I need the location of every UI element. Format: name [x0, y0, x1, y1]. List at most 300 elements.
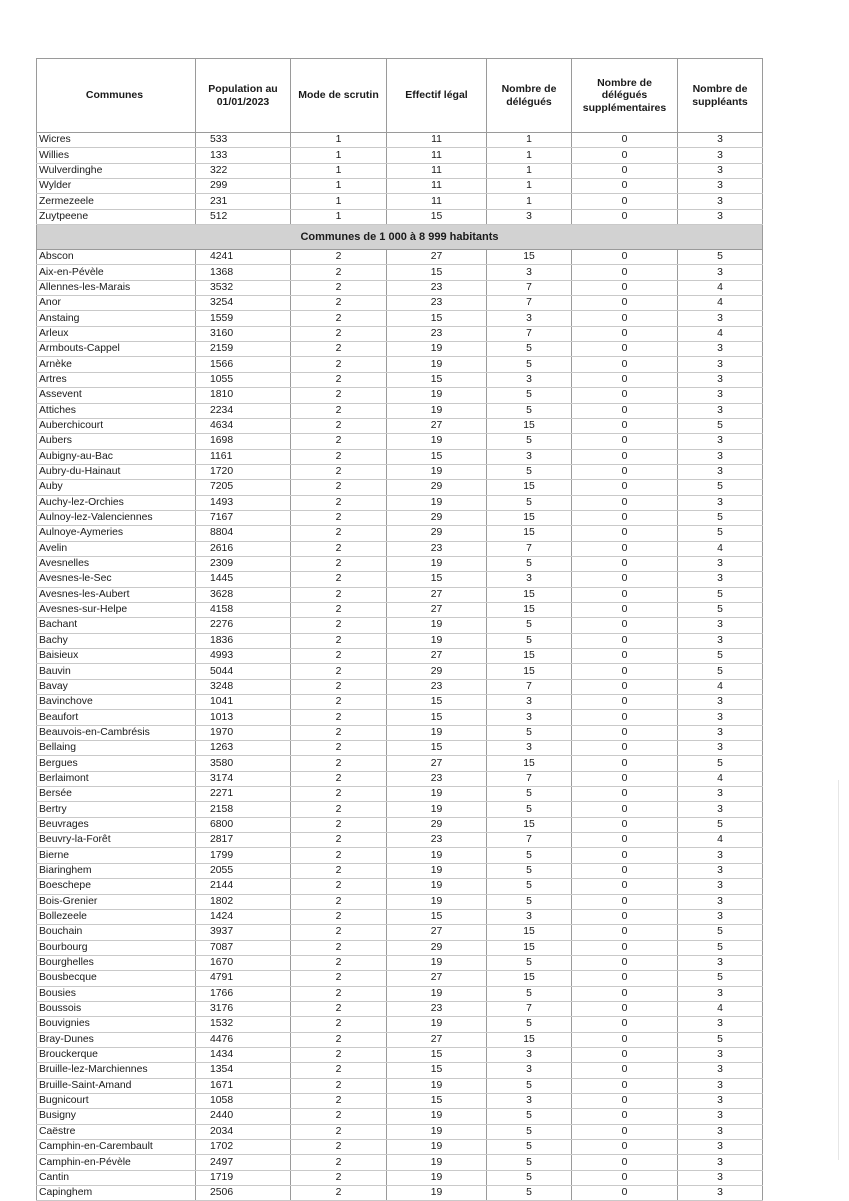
nombre-delegues-cell: 5 [487, 1155, 572, 1170]
commune-name-cell: Arnèke [37, 357, 196, 372]
commune-name-cell: Wylder [37, 179, 196, 194]
population-cell: 2497 [196, 1155, 291, 1170]
delegues-supplementaires-cell: 0 [572, 802, 678, 817]
mode-scrutin-cell: 2 [291, 955, 387, 970]
table-row [37, 280, 763, 295]
table-row [37, 848, 763, 863]
table-row [37, 1017, 763, 1032]
delegues-supplementaires-cell: 0 [572, 541, 678, 556]
commune-name-cell: Beauvois-en-Cambrésis [37, 725, 196, 740]
mode-scrutin-cell: 2 [291, 787, 387, 802]
table-row [37, 986, 763, 1001]
mode-scrutin-cell: 2 [291, 909, 387, 924]
mode-scrutin-cell: 2 [291, 1140, 387, 1155]
table-row [37, 802, 763, 817]
delegues-supplementaires-cell: 0 [572, 649, 678, 664]
nombre-suppleants-cell: 5 [678, 480, 763, 495]
nombre-delegues-cell: 15 [487, 756, 572, 771]
commune-name-cell: Armbouts-Cappel [37, 342, 196, 357]
nombre-suppleants-cell: 4 [678, 541, 763, 556]
commune-name-cell: Bousbecque [37, 971, 196, 986]
effectif-legal-cell: 27 [387, 587, 487, 602]
population-cell: 2055 [196, 863, 291, 878]
mode-scrutin-cell: 2 [291, 418, 387, 433]
delegues-supplementaires-cell: 0 [572, 326, 678, 341]
nombre-delegues-cell: 1 [487, 179, 572, 194]
commune-name-cell: Beaufort [37, 710, 196, 725]
effectif-legal-cell: 15 [387, 710, 487, 725]
table-row [37, 526, 763, 541]
delegues-supplementaires-cell: 0 [572, 695, 678, 710]
nombre-delegues-cell: 5 [487, 1078, 572, 1093]
effectif-legal-cell: 15 [387, 1047, 487, 1062]
population-cell: 1671 [196, 1078, 291, 1093]
effectif-legal-cell: 19 [387, 1140, 487, 1155]
nombre-delegues-cell: 15 [487, 649, 572, 664]
document-page [36, 58, 762, 1201]
nombre-delegues-cell: 1 [487, 133, 572, 148]
delegues-supplementaires-cell: 0 [572, 495, 678, 510]
delegues-supplementaires-cell: 0 [572, 311, 678, 326]
delegues-supplementaires-cell: 0 [572, 388, 678, 403]
nombre-delegues-cell: 3 [487, 372, 572, 387]
table-row [37, 434, 763, 449]
population-cell: 6800 [196, 817, 291, 832]
mode-scrutin-cell: 2 [291, 357, 387, 372]
nombre-suppleants-cell: 3 [678, 1093, 763, 1108]
table-row [37, 1140, 763, 1155]
nombre-delegues-cell: 5 [487, 633, 572, 648]
mode-scrutin-cell: 2 [291, 296, 387, 311]
delegues-supplementaires-cell: 0 [572, 133, 678, 148]
mode-scrutin-cell: 2 [291, 434, 387, 449]
population-cell: 1566 [196, 357, 291, 372]
mode-scrutin-cell: 2 [291, 1001, 387, 1016]
nombre-suppleants-cell: 4 [678, 771, 763, 786]
nombre-delegues-cell: 5 [487, 894, 572, 909]
mode-scrutin-cell: 2 [291, 741, 387, 756]
effectif-legal-cell: 19 [387, 1017, 487, 1032]
nombre-delegues-cell: 7 [487, 679, 572, 694]
nombre-delegues-cell: 7 [487, 541, 572, 556]
table-row [37, 388, 763, 403]
nombre-delegues-cell: 3 [487, 741, 572, 756]
section-title: Communes de 1 000 à 8 999 habitants [37, 225, 763, 250]
nombre-delegues-cell: 3 [487, 449, 572, 464]
table-row [37, 1001, 763, 1016]
delegues-supplementaires-cell: 0 [572, 618, 678, 633]
effectif-legal-cell: 15 [387, 572, 487, 587]
effectif-legal-cell: 19 [387, 879, 487, 894]
nombre-suppleants-cell: 5 [678, 1032, 763, 1047]
nombre-suppleants-cell: 3 [678, 1017, 763, 1032]
nombre-delegues-cell: 3 [487, 572, 572, 587]
header-mode-scrutin: Mode de scrutin [291, 59, 387, 133]
population-cell: 8804 [196, 526, 291, 541]
table-row [37, 1047, 763, 1062]
mode-scrutin-cell: 2 [291, 464, 387, 479]
mode-scrutin-cell: 1 [291, 133, 387, 148]
table-row [37, 1124, 763, 1139]
table-row [37, 541, 763, 556]
nombre-suppleants-cell: 3 [678, 357, 763, 372]
mode-scrutin-cell: 2 [291, 510, 387, 525]
nombre-suppleants-cell: 3 [678, 909, 763, 924]
effectif-legal-cell: 19 [387, 403, 487, 418]
delegues-supplementaires-cell: 0 [572, 756, 678, 771]
population-cell: 4993 [196, 649, 291, 664]
nombre-delegues-cell: 3 [487, 710, 572, 725]
nombre-delegues-cell: 7 [487, 296, 572, 311]
population-cell: 3174 [196, 771, 291, 786]
table-row [37, 572, 763, 587]
commune-name-cell: Aulnoy-lez-Valenciennes [37, 510, 196, 525]
effectif-legal-cell: 27 [387, 925, 487, 940]
commune-name-cell: Bourghelles [37, 955, 196, 970]
commune-name-cell: Zermezeele [37, 194, 196, 209]
commune-name-cell: Boussois [37, 1001, 196, 1016]
population-cell: 2034 [196, 1124, 291, 1139]
nombre-suppleants-cell: 3 [678, 879, 763, 894]
delegues-supplementaires-cell: 0 [572, 510, 678, 525]
table-row [37, 940, 763, 955]
mode-scrutin-cell: 2 [291, 1063, 387, 1078]
effectif-legal-cell: 15 [387, 265, 487, 280]
population-cell: 7167 [196, 510, 291, 525]
table-row [37, 1093, 763, 1108]
nombre-suppleants-cell: 5 [678, 510, 763, 525]
effectif-legal-cell: 23 [387, 833, 487, 848]
population-cell: 1445 [196, 572, 291, 587]
mode-scrutin-cell: 2 [291, 725, 387, 740]
nombre-suppleants-cell: 5 [678, 971, 763, 986]
effectif-legal-cell: 15 [387, 909, 487, 924]
population-cell: 2817 [196, 833, 291, 848]
population-cell: 3532 [196, 280, 291, 295]
table-row [37, 833, 763, 848]
population-cell: 1354 [196, 1063, 291, 1078]
nombre-suppleants-cell: 5 [678, 587, 763, 602]
nombre-delegues-cell: 1 [487, 163, 572, 178]
nombre-suppleants-cell: 3 [678, 179, 763, 194]
mode-scrutin-cell: 2 [291, 572, 387, 587]
population-cell: 1055 [196, 372, 291, 387]
mode-scrutin-cell: 2 [291, 633, 387, 648]
mode-scrutin-cell: 2 [291, 1032, 387, 1047]
nombre-suppleants-cell: 3 [678, 403, 763, 418]
effectif-legal-cell: 19 [387, 787, 487, 802]
nombre-suppleants-cell: 5 [678, 250, 763, 265]
population-cell: 2271 [196, 787, 291, 802]
commune-name-cell: Caëstre [37, 1124, 196, 1139]
nombre-suppleants-cell: 3 [678, 163, 763, 178]
nombre-delegues-cell: 5 [487, 802, 572, 817]
commune-name-cell: Bouvignies [37, 1017, 196, 1032]
nombre-delegues-cell: 5 [487, 495, 572, 510]
nombre-suppleants-cell: 3 [678, 848, 763, 863]
population-cell: 231 [196, 194, 291, 209]
delegues-supplementaires-cell: 0 [572, 833, 678, 848]
commune-name-cell: Anor [37, 296, 196, 311]
commune-name-cell: Bierne [37, 848, 196, 863]
population-cell: 1161 [196, 449, 291, 464]
delegues-supplementaires-cell: 0 [572, 986, 678, 1001]
population-cell: 1041 [196, 695, 291, 710]
population-cell: 1802 [196, 894, 291, 909]
mode-scrutin-cell: 2 [291, 1093, 387, 1108]
table-row [37, 710, 763, 725]
nombre-delegues-cell: 15 [487, 587, 572, 602]
nombre-suppleants-cell: 3 [678, 710, 763, 725]
nombre-delegues-cell: 5 [487, 879, 572, 894]
population-cell: 1424 [196, 909, 291, 924]
nombre-delegues-cell: 5 [487, 1124, 572, 1139]
nombre-delegues-cell: 15 [487, 510, 572, 525]
delegues-supplementaires-cell: 0 [572, 1093, 678, 1108]
table-row [37, 618, 763, 633]
nombre-delegues-cell: 15 [487, 1032, 572, 1047]
commune-name-cell: Attiches [37, 403, 196, 418]
delegues-supplementaires-cell: 0 [572, 418, 678, 433]
delegues-supplementaires-cell: 0 [572, 817, 678, 832]
nombre-suppleants-cell: 5 [678, 664, 763, 679]
nombre-suppleants-cell: 3 [678, 1063, 763, 1078]
delegues-supplementaires-cell: 0 [572, 526, 678, 541]
delegues-supplementaires-cell: 0 [572, 403, 678, 418]
nombre-suppleants-cell: 3 [678, 725, 763, 740]
population-cell: 299 [196, 179, 291, 194]
commune-name-cell: Wulverdinghe [37, 163, 196, 178]
effectif-legal-cell: 29 [387, 940, 487, 955]
commune-name-cell: Aubry-du-Hainaut [37, 464, 196, 479]
delegues-supplementaires-cell: 0 [572, 1063, 678, 1078]
mode-scrutin-cell: 2 [291, 940, 387, 955]
effectif-legal-cell: 19 [387, 802, 487, 817]
nombre-suppleants-cell: 5 [678, 940, 763, 955]
delegues-supplementaires-cell: 0 [572, 1124, 678, 1139]
table-row [37, 925, 763, 940]
table-row [37, 741, 763, 756]
population-cell: 3248 [196, 679, 291, 694]
population-cell: 1970 [196, 725, 291, 740]
mode-scrutin-cell: 2 [291, 526, 387, 541]
commune-name-cell: Brouckerque [37, 1047, 196, 1062]
effectif-legal-cell: 29 [387, 510, 487, 525]
header-effectif-legal: Effectif légal [387, 59, 487, 133]
table-row [37, 664, 763, 679]
effectif-legal-cell: 23 [387, 280, 487, 295]
nombre-suppleants-cell: 4 [678, 296, 763, 311]
mode-scrutin-cell: 2 [291, 342, 387, 357]
commune-name-cell: Allennes-les-Marais [37, 280, 196, 295]
nombre-suppleants-cell: 3 [678, 133, 763, 148]
commune-name-cell: Auby [37, 480, 196, 495]
population-cell: 2144 [196, 879, 291, 894]
table-row [37, 342, 763, 357]
population-cell: 2309 [196, 556, 291, 571]
nombre-suppleants-cell: 3 [678, 495, 763, 510]
mode-scrutin-cell: 2 [291, 894, 387, 909]
nombre-delegues-cell: 5 [487, 464, 572, 479]
nombre-suppleants-cell: 3 [678, 311, 763, 326]
nombre-suppleants-cell: 3 [678, 372, 763, 387]
effectif-legal-cell: 19 [387, 1155, 487, 1170]
effectif-legal-cell: 27 [387, 418, 487, 433]
nombre-suppleants-cell: 3 [678, 209, 763, 224]
effectif-legal-cell: 19 [387, 434, 487, 449]
effectif-legal-cell: 19 [387, 725, 487, 740]
population-cell: 4158 [196, 602, 291, 617]
commune-name-cell: Bauvin [37, 664, 196, 679]
commune-name-cell: Bavinchove [37, 695, 196, 710]
delegues-supplementaires-cell: 0 [572, 664, 678, 679]
nombre-delegues-cell: 7 [487, 771, 572, 786]
mode-scrutin-cell: 2 [291, 679, 387, 694]
commune-name-cell: Willies [37, 148, 196, 163]
commune-name-cell: Bellaing [37, 741, 196, 756]
population-cell: 3176 [196, 1001, 291, 1016]
table-row [37, 449, 763, 464]
nombre-delegues-cell: 7 [487, 280, 572, 295]
population-cell: 1698 [196, 434, 291, 449]
delegues-supplementaires-cell: 0 [572, 1032, 678, 1047]
nombre-delegues-cell: 15 [487, 940, 572, 955]
table-row [37, 695, 763, 710]
commune-name-cell: Aubigny-au-Bac [37, 449, 196, 464]
commune-name-cell: Avesnes-le-Sec [37, 572, 196, 587]
commune-name-cell: Bois-Grenier [37, 894, 196, 909]
effectif-legal-cell: 19 [387, 464, 487, 479]
commune-name-cell: Abscon [37, 250, 196, 265]
nombre-suppleants-cell: 5 [678, 418, 763, 433]
mode-scrutin-cell: 2 [291, 541, 387, 556]
nombre-delegues-cell: 3 [487, 695, 572, 710]
nombre-suppleants-cell: 3 [678, 388, 763, 403]
table-row [37, 133, 763, 148]
effectif-legal-cell: 19 [387, 388, 487, 403]
delegues-supplementaires-cell: 0 [572, 971, 678, 986]
commune-name-cell: Zuytpeene [37, 209, 196, 224]
nombre-suppleants-cell: 3 [678, 955, 763, 970]
population-cell: 1702 [196, 1140, 291, 1155]
nombre-delegues-cell: 7 [487, 326, 572, 341]
table-row [37, 311, 763, 326]
nombre-suppleants-cell: 3 [678, 342, 763, 357]
delegues-supplementaires-cell: 0 [572, 879, 678, 894]
table-row [37, 955, 763, 970]
population-cell: 1263 [196, 741, 291, 756]
population-cell: 3580 [196, 756, 291, 771]
delegues-supplementaires-cell: 0 [572, 556, 678, 571]
delegues-supplementaires-cell: 0 [572, 342, 678, 357]
nombre-delegues-cell: 5 [487, 403, 572, 418]
delegues-supplementaires-cell: 0 [572, 925, 678, 940]
effectif-legal-cell: 19 [387, 357, 487, 372]
nombre-delegues-cell: 3 [487, 1093, 572, 1108]
delegues-supplementaires-cell: 0 [572, 209, 678, 224]
effectif-legal-cell: 23 [387, 679, 487, 694]
effectif-legal-cell: 19 [387, 342, 487, 357]
nombre-delegues-cell: 3 [487, 209, 572, 224]
commune-name-cell: Auchy-lez-Orchies [37, 495, 196, 510]
delegues-supplementaires-cell: 0 [572, 848, 678, 863]
effectif-legal-cell: 19 [387, 955, 487, 970]
delegues-supplementaires-cell: 0 [572, 1170, 678, 1185]
table-row [37, 510, 763, 525]
mode-scrutin-cell: 2 [291, 1017, 387, 1032]
population-cell: 2158 [196, 802, 291, 817]
nombre-suppleants-cell: 3 [678, 863, 763, 878]
commune-name-cell: Bersée [37, 787, 196, 802]
population-cell: 1058 [196, 1093, 291, 1108]
table-row [37, 556, 763, 571]
effectif-legal-cell: 15 [387, 695, 487, 710]
population-cell: 3160 [196, 326, 291, 341]
mode-scrutin-cell: 2 [291, 556, 387, 571]
mode-scrutin-cell: 2 [291, 1047, 387, 1062]
delegues-supplementaires-cell: 0 [572, 1078, 678, 1093]
nombre-delegues-cell: 15 [487, 418, 572, 433]
population-cell: 7205 [196, 480, 291, 495]
mode-scrutin-cell: 2 [291, 925, 387, 940]
effectif-legal-cell: 19 [387, 1109, 487, 1124]
effectif-legal-cell: 29 [387, 817, 487, 832]
table-row [37, 756, 763, 771]
nombre-suppleants-cell: 4 [678, 280, 763, 295]
delegues-supplementaires-cell: 0 [572, 771, 678, 786]
table-row [37, 163, 763, 178]
effectif-legal-cell: 11 [387, 179, 487, 194]
nombre-delegues-cell: 15 [487, 526, 572, 541]
delegues-supplementaires-cell: 0 [572, 741, 678, 756]
nombre-delegues-cell: 5 [487, 618, 572, 633]
nombre-suppleants-cell: 3 [678, 434, 763, 449]
nombre-delegues-cell: 5 [487, 955, 572, 970]
population-cell: 7087 [196, 940, 291, 955]
table-row [37, 464, 763, 479]
delegues-supplementaires-cell: 0 [572, 265, 678, 280]
table-row [37, 194, 763, 209]
delegues-supplementaires-cell: 0 [572, 434, 678, 449]
effectif-legal-cell: 23 [387, 326, 487, 341]
commune-name-cell: Aulnoye-Aymeries [37, 526, 196, 541]
population-cell: 1719 [196, 1170, 291, 1185]
nombre-suppleants-cell: 3 [678, 556, 763, 571]
mode-scrutin-cell: 2 [291, 326, 387, 341]
nombre-delegues-cell: 5 [487, 1109, 572, 1124]
commune-name-cell: Anstaing [37, 311, 196, 326]
table-header [37, 59, 763, 133]
population-cell: 4791 [196, 971, 291, 986]
table-row [37, 894, 763, 909]
effectif-legal-cell: 15 [387, 372, 487, 387]
mode-scrutin-cell: 2 [291, 1078, 387, 1093]
effectif-legal-cell: 19 [387, 1186, 487, 1201]
table-row [37, 326, 763, 341]
population-cell: 5044 [196, 664, 291, 679]
delegues-supplementaires-cell: 0 [572, 1001, 678, 1016]
nombre-suppleants-cell: 3 [678, 894, 763, 909]
table-row [37, 679, 763, 694]
nombre-delegues-cell: 5 [487, 1170, 572, 1185]
commune-name-cell: Berlaimont [37, 771, 196, 786]
effectif-legal-cell: 29 [387, 526, 487, 541]
nombre-suppleants-cell: 5 [678, 526, 763, 541]
nombre-suppleants-cell: 3 [678, 1170, 763, 1185]
nombre-suppleants-cell: 4 [678, 679, 763, 694]
table-row [37, 909, 763, 924]
population-cell: 1559 [196, 311, 291, 326]
